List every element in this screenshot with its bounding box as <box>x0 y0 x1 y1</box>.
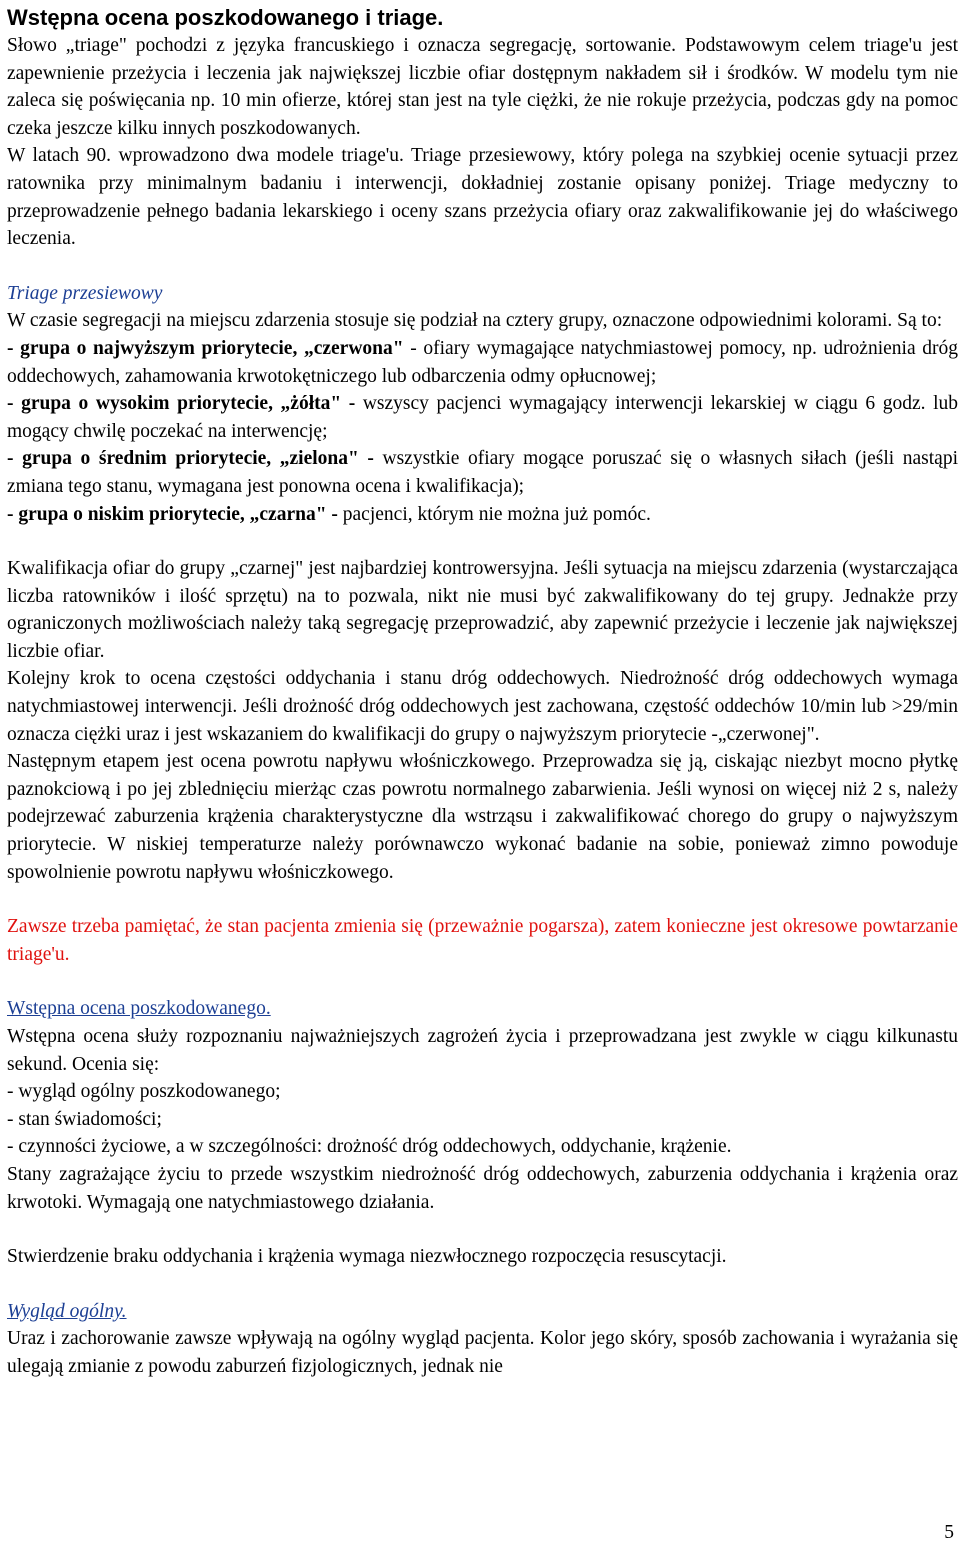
intro-paragraph-2: W latach 90. wprowadzono dwa modele triage'u. Triage przesiewowy, który polega na szybkiej ocenie sytuacji przez ratownika przy minimalnym badaniu i interwencji, dokładniej zostanie opisany poniżej. Triage medyczny to przeprowadzenie pełnego badania lekarskiego i oceny szans przeżycia ofiary oraz zakwalifikowanie jej do właściwego leczenia. <box>7 145 958 250</box>
initial-paragraph-1: Wstępna ocena służy rozpoznaniu najważniejszych zagrożeń życia i przeprowadzana jest zwykle w ciągu kilkunastu sekund. Ocenia się: <box>7 1026 958 1075</box>
spacer <box>7 253 958 280</box>
group-yellow-text: wszyscy pacjenci wymagający interwencji lekarskiej w ciągu 6 godz. lub mogący chwilę poczekać na interwencję; <box>7 393 958 442</box>
group-black-text: pacjenci, którym nie można już pomóc. <box>337 503 651 525</box>
spacer <box>7 528 958 555</box>
screening-intro: W czasie segregacji na miejscu zdarzenia stosuje się podział na cztery grupy, oznaczone odpowiednimi kolorami. Są to: <box>7 310 943 332</box>
appearance-paragraph: Uraz i zachorowanie zawsze wpływają na ogólny wygląd pacjenta. Kolor jego skóry, sposób zachowania i wyrażania się ulegają zmianie z powodu zaburzeń fizjologicznych, jednak nie <box>7 1328 958 1377</box>
qualification-paragraph-3: Następnym etapem jest ocena powrotu napływu włośniczkowego. Przeprowadza się ją, ciskając niezbyt mocno płytkę paznokciową i po jej zblednięciu mierżąc czas powrotu normalnego zabarwienia. Jeśli wynosi on więcej niż 2 s, należy podejrzewać zaburzenia krążenia charakterystyczne dla wstrząsu i zakwalifikować chorego do grupy o najwyższym priorytecie. W niskiej temperaturze należy porównawczo wykonać badanie na sobie, ponieważ zimno powoduje spowolnienie powrotu napływu włośniczkowego. <box>7 751 958 883</box>
group-red-text: - ofiary wymagające natychmiastowej pomocy, np. udrożnienia dróg oddechowych, zahamowania krwotokętniczego lub odbarczenia odmy opłucnowej; <box>7 337 958 387</box>
group-black-label: - grupa o niskim priorytecie, „czarna" - <box>7 503 338 525</box>
group-green-text: wszystkie ofiary mogące poruszać się o własnych siłach (jeśli nastąpi zmiana tego stanu, wymagana jest ponowna ocena i kwalifikacja); <box>7 448 958 497</box>
qualification-paragraph-1: Kwalifikacja ofiar do grupy „czarnej" jest najbardziej kontrowersyjna. Jeśli sytuacja na miejscu zdarzenia (wystarczająca liczba ratowników i ilość sprzętu) na to pozwala, nikt nie musi być zakwalifikowany do tej grupy. Jednakże przy ograniczonych możliwościach należy taką segregację przeprowadzić, aby zapewnić przeżycie i leczenie jak największej liczbie ofiar. <box>7 558 958 662</box>
group-yellow <box>7 390 958 445</box>
intro-paragraph-1: Słowo „triage" pochodzi z języka francuskiego i oznacza segregację, sortowanie. Podstawowym celem triage'u jest zapewnienie przeżycia i leczenia jak największej liczbie ofiar dostępnym nakładem sił i środków. W modelu tym nie zaleca się poświęcania np. 10 min ofierze, której stan jest na tyle ciężki, że nie rokuje przeżycia, podczas gdy na pomoc czeka jeszcze kilku innych poszkodowanych. <box>7 35 958 139</box>
initial-list-item: - czynności życiowe, a w szczególności: drożność dróg oddechowych, oddychanie, krążenie. <box>7 1136 732 1158</box>
initial-paragraph-2: Stany zagrażające życiu to przede wszystkim niedrożność dróg oddechowych, zaburzenia oddychania i krążenia oraz krwotoki. Wymagają one natychmiastowego działania. <box>7 1163 958 1213</box>
page-number: 5 <box>944 1522 954 1543</box>
warning-paragraph: Zawsze trzeba pamiętać, że stan pacjenta zmienia się (przeważnie pogarsza), zatem konieczne jest okresowe powtarzanie triage'u. <box>7 916 958 965</box>
initial-paragraph-3: Stwierdzenie braku oddychania i krążenia wymaga niezwłocznego rozpoczęcia resuscytacji. <box>7 1246 727 1268</box>
group-yellow-label: - grupa o wysokim priorytecie, „żółta" - <box>7 393 356 415</box>
group-red-label: - grupa o najwyższym priorytecie, „czerwona" <box>7 337 404 359</box>
group-green <box>7 445 958 500</box>
spacer <box>7 886 958 913</box>
spacer <box>7 1271 958 1298</box>
initial-list-item: - wygląd ogólny poszkodowanego; <box>7 1081 281 1103</box>
initial-list-item: - stan świadomości; <box>7 1108 162 1130</box>
appearance-heading: Wygląd ogólny. <box>7 1300 127 1322</box>
page-title: Wstępna ocena poszkodowanego i triage. <box>7 5 444 30</box>
qualification-paragraph-2: Kolejny krok to ocena częstości oddychania i stanu dróg oddechowych. Niedrożność dróg oddechowych wymaga natychmiastowej interwencji. Jeśli drożność dróg oddechowych jest zachowana, częstość oddechów 10/min lub >29/min oznacza ciężki uraz i jest wskazaniem do kwalifikacji do grupy o najwyższym priorytecie -„czerwonej". <box>7 668 958 745</box>
spacer <box>7 968 958 995</box>
group-green-label: - grupa o średnim priorytecie, „zielona" - <box>7 448 374 470</box>
screening-heading: Triage przesiewowy <box>7 282 163 304</box>
document-content <box>7 4 958 1381</box>
document-page <box>0 4 960 1554</box>
group-black <box>7 501 958 529</box>
initial-assessment-heading: Wstępna ocena poszkodowanego. <box>7 998 271 1020</box>
group-red <box>7 335 958 390</box>
spacer <box>7 1216 958 1243</box>
